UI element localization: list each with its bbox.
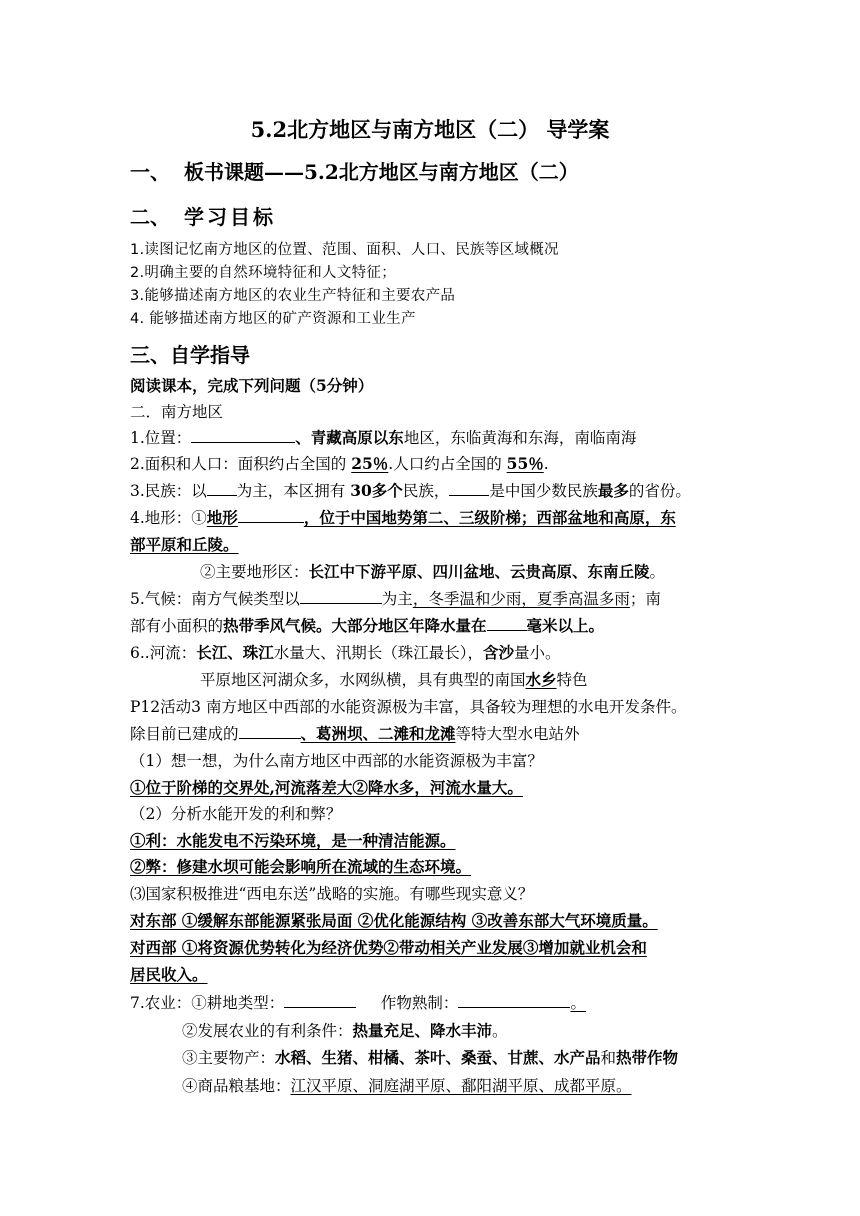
question-3: ⑶国家积极推进“西电东送”战略的实施。有哪些现实意义？ bbox=[130, 885, 534, 903]
label: 5.气候：南方气候类型以 bbox=[130, 590, 300, 608]
text: 作物熟制： bbox=[356, 994, 459, 1012]
label: 1.位置： bbox=[130, 429, 192, 447]
section-3-heading: 三、自学指导 bbox=[130, 343, 250, 367]
climate-line-cont bbox=[130, 615, 604, 637]
bold-text: 最多 bbox=[597, 481, 629, 500]
label: 3.民族：以 bbox=[130, 482, 207, 500]
text: 。 bbox=[492, 1022, 508, 1040]
section-number: 二、 bbox=[130, 205, 170, 229]
answer-blank[interactable] bbox=[191, 428, 295, 443]
answer-1: ①位于阶梯的交界处,河流落差大②降水多，河流水量大。 bbox=[130, 778, 523, 797]
goal-item: 4. 能够描述南方地区的矿产资源和工业生产 bbox=[130, 311, 416, 327]
answer-blank[interactable] bbox=[207, 481, 237, 496]
text: 为主 bbox=[381, 590, 413, 608]
text: 民族， bbox=[402, 482, 450, 500]
text: 的省份。 bbox=[628, 482, 691, 500]
text: 除目前已建成的 bbox=[130, 725, 239, 743]
answer-text: ，冬季温和少雨，夏季高温多雨 bbox=[412, 590, 630, 608]
bold-text: 热量充足、降水丰沛 bbox=[352, 1021, 493, 1040]
answer-3-west: 对西部 ①将资源优势转化为经济优势②带动相关产业发展③增加就业机会和 bbox=[130, 938, 647, 957]
answer-text: 25％ bbox=[351, 454, 389, 473]
reading-instruction: 阅读课本，完成下列问题（5分钟） bbox=[130, 376, 374, 395]
text: 平原地区河湖众多，水网纵横，具有典型的南国 bbox=[200, 671, 526, 689]
bold-text: 、青藏高原以东 bbox=[295, 428, 404, 447]
region-heading: 二．南方地区 bbox=[130, 403, 224, 421]
text: 。 bbox=[570, 994, 586, 1012]
grain-base-line bbox=[182, 1075, 632, 1097]
question-2: （2）分析水能开发的利和弊？ bbox=[130, 805, 342, 823]
label: ②发展农业的有利条件： bbox=[182, 1022, 353, 1040]
section-2-heading bbox=[130, 203, 276, 231]
answer-text: 水乡 bbox=[525, 670, 557, 689]
text: 为主，本区拥有 bbox=[236, 482, 351, 500]
terrain-line-cont: 部平原和丘陵。 bbox=[130, 535, 239, 554]
answer-text: 地形 bbox=[206, 508, 238, 527]
area-population-line bbox=[130, 453, 549, 475]
agriculture-products bbox=[182, 1047, 678, 1069]
answer-2-con: ②弊：修建水坝可能会影响所在流域的生态环境。 bbox=[130, 857, 472, 876]
answer-text: 55％ bbox=[506, 454, 544, 473]
activity-line-cont bbox=[130, 723, 580, 745]
bold-text: 含沙 bbox=[483, 643, 515, 662]
terrain-line bbox=[130, 507, 676, 529]
label: 4.地形：① bbox=[130, 509, 207, 527]
text: 等特大型水电站外 bbox=[455, 725, 580, 743]
goal-item: 1.读图记忆南方地区的位置、范围、面积、人口、民族等区域概况 bbox=[130, 242, 559, 258]
bold-text: 水稻、生猪、柑橘、茶叶、桑蚕、甘蔗、水产品 bbox=[275, 1048, 601, 1067]
activity-line: P12活动3 南方地区中西部的水能资源极为丰富，具备较为理想的水电开发条件。 bbox=[130, 698, 687, 716]
answer-3-west-cont: 居民收入。 bbox=[130, 965, 208, 984]
text: 。 bbox=[649, 563, 666, 581]
section-text: 学习目标 bbox=[184, 205, 276, 229]
answer-blank[interactable] bbox=[300, 589, 382, 604]
answer-blank[interactable] bbox=[458, 993, 570, 1008]
landform-line bbox=[200, 561, 665, 583]
bold-text: 30多个 bbox=[350, 481, 403, 500]
text: . bbox=[543, 455, 549, 473]
answer-text: ，位于中国地势第二、三级阶梯；西部盆地和高原，东 bbox=[303, 508, 676, 527]
section-number: 一、 bbox=[130, 160, 170, 184]
answer-text: 、葛洲坝、二滩和龙滩 bbox=[300, 724, 456, 743]
bold-text: 长江、珠江 bbox=[196, 643, 274, 662]
agriculture-line bbox=[130, 992, 586, 1014]
answer-blank[interactable] bbox=[239, 724, 301, 739]
location-line bbox=[130, 427, 636, 449]
underline-gap bbox=[238, 508, 304, 523]
text: 部有小面积的 bbox=[130, 617, 224, 635]
text: 是中国少数民族 bbox=[489, 482, 598, 500]
agriculture-conditions bbox=[182, 1020, 508, 1042]
climate-line bbox=[130, 588, 661, 610]
bold-text: 长江中下游平原、四川盆地、云贵高原、东南丘陵 bbox=[308, 562, 650, 581]
text: 量小。 bbox=[514, 644, 561, 662]
label: ②主要地形区： bbox=[200, 563, 309, 581]
goal-item: 3.能够描述南方地区的农业生产特征和主要农产品 bbox=[130, 288, 456, 304]
answer-3-east: 对东部 ①缓解东部能源紧张局面 ②优化能源结构 ③改善东部大气环境质量。 bbox=[130, 911, 658, 930]
question-1: （1）想一想，为什么南方地区中西部的水能资源极为丰富？ bbox=[130, 752, 543, 770]
river-line-cont bbox=[200, 669, 588, 691]
text: ；南 bbox=[629, 590, 661, 608]
answer-blank[interactable] bbox=[449, 481, 489, 496]
document-title: 5.2北方地区与南方地区（二） 导学案 bbox=[250, 117, 610, 142]
text: .人口约占全国的 bbox=[388, 455, 507, 473]
label: ④商品粮基地： bbox=[182, 1077, 291, 1095]
bold-text: 热带作物 bbox=[616, 1048, 679, 1067]
text: 特色 bbox=[556, 671, 588, 689]
goal-item: 2.明确主要的自然环境特征和人文特征； bbox=[130, 265, 397, 281]
answer-2-pro: ①利：水能发电不污染环境，是一种清洁能源。 bbox=[130, 831, 456, 850]
river-line bbox=[130, 642, 561, 664]
label: 7.农业：①耕地类型： bbox=[130, 994, 285, 1012]
section-1-heading bbox=[130, 158, 579, 186]
answer-blank[interactable] bbox=[487, 616, 527, 631]
label: 2.面积和人口：面积约占全国的 bbox=[130, 455, 352, 473]
answer-text: 江汉平原、洞庭湖平原、鄱阳湖平原、成都平原。 bbox=[290, 1077, 632, 1095]
text: 和 bbox=[600, 1049, 617, 1067]
text: 水量大、汛期长（珠江最长）， bbox=[273, 644, 483, 662]
label: 6..河流： bbox=[130, 644, 197, 662]
answer-blank[interactable] bbox=[284, 993, 356, 1008]
label: ③主要物产： bbox=[182, 1049, 276, 1067]
section-text: 板书课题——5.2北方地区与南方地区（二） bbox=[184, 160, 579, 184]
bold-text: 热带季风气候。大部分地区年降水量在 bbox=[223, 616, 487, 635]
text: 地区，东临黄海和东海，南临南海 bbox=[403, 429, 637, 447]
bold-text: 毫米以上。 bbox=[526, 616, 605, 635]
ethnic-line bbox=[130, 480, 691, 502]
